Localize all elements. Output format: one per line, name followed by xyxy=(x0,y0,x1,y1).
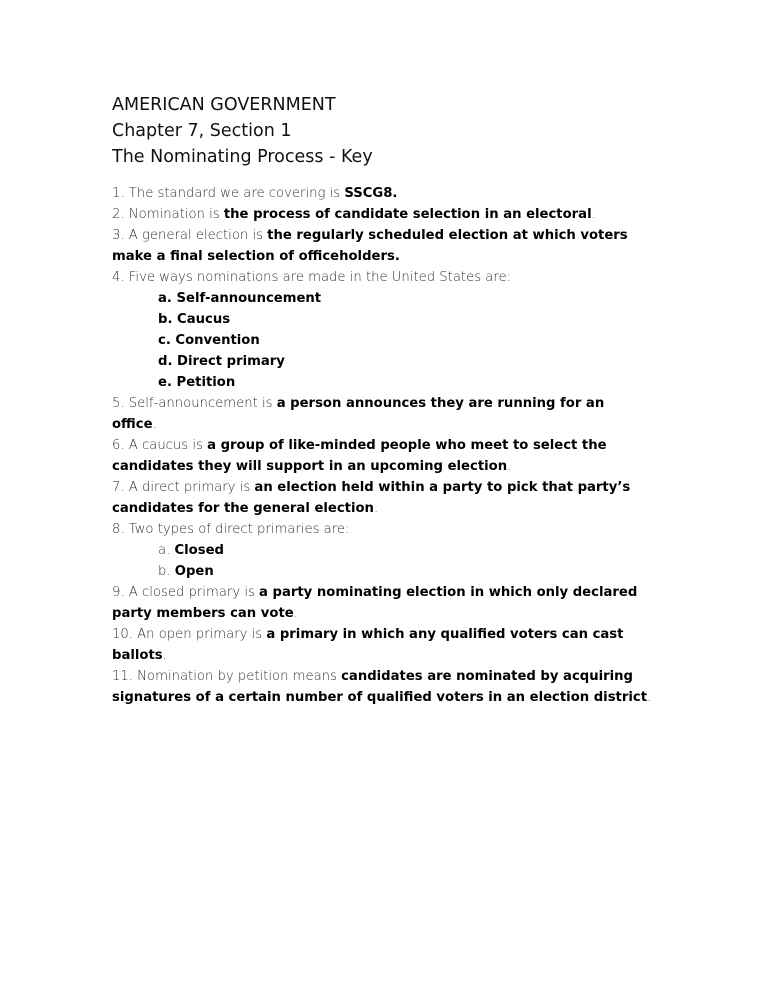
item-7-prompt: 7. A direct primary is xyxy=(112,480,255,495)
item-6-prompt: 6. A caucus is xyxy=(112,438,208,453)
item-8-option-b xyxy=(112,561,652,582)
chapter-section: Chapter 7, Section 1 xyxy=(112,121,292,141)
item-9-cont xyxy=(112,603,652,624)
item-2-answer: the process of candidate selection in an electoral xyxy=(223,207,592,222)
item-9-prompt: 9. A closed primary is xyxy=(112,585,260,600)
item-6-answer-part1: a group of like-minded people who meet to select the xyxy=(207,438,607,453)
item-9-answer-part2: party members can vote xyxy=(112,606,294,621)
item-5-answer-part2: office xyxy=(112,417,153,432)
item-3-answer-part1: the regularly scheduled election at which voters xyxy=(267,228,628,243)
worksheet-page xyxy=(112,92,652,708)
item-9 xyxy=(112,582,652,603)
item-9-period: . xyxy=(293,606,298,621)
item-8-option-a-letter: a. xyxy=(158,543,175,558)
item-8-option-a-answer: Closed xyxy=(174,543,224,558)
item-6 xyxy=(112,435,652,456)
item-10-answer-part2: ballots xyxy=(112,648,163,663)
item-10-prompt: 10. An open primary is xyxy=(112,627,267,642)
item-2-prompt: 2. Nomination is xyxy=(112,207,224,222)
item-8-option-b-answer: Open xyxy=(174,564,214,579)
item-10-answer-part1: a primary in which any qualified voters can cast xyxy=(266,627,624,642)
item-2 xyxy=(112,204,652,225)
item-11-cont xyxy=(112,687,652,708)
item-3-prompt: 3. A general election is xyxy=(112,228,268,243)
item-3-answer-part2: make a final selection of officeholders. xyxy=(112,249,400,264)
item-4-option-d: d. Direct primary xyxy=(158,354,285,369)
item-8-prompt: 8. Two types of direct primaries are: xyxy=(112,522,350,537)
item-8-option-b-letter: b. xyxy=(158,564,175,579)
item-7-cont xyxy=(112,498,652,519)
item-10-period: . xyxy=(162,648,167,663)
item-4-prompt: 4. Five ways nominations are made in the United States are: xyxy=(112,270,512,285)
worksheet-title: The Nominating Process - Key xyxy=(112,147,373,167)
item-4-option-b: b. Caucus xyxy=(158,312,231,327)
item-10 xyxy=(112,624,652,645)
course-title: AMERICAN GOVERNMENT xyxy=(112,95,336,115)
item-11-prompt: 11. Nomination by petition means xyxy=(112,669,342,684)
item-5 xyxy=(112,393,652,414)
item-11 xyxy=(112,666,652,687)
item-5-answer-part1: a person announces they are running for an xyxy=(276,396,605,411)
item-3 xyxy=(112,225,652,246)
item-6-answer-part2: candidates they will support in an upcoming election xyxy=(112,459,508,474)
item-1-answer: SSCG8. xyxy=(344,186,398,201)
item-7-answer-part2: candidates for the general election xyxy=(112,501,374,516)
item-11-answer-part2: signatures of a certain number of qualified voters in an election district xyxy=(112,690,648,705)
item-6-period: . xyxy=(507,459,512,474)
item-9-answer-part1: a party nominating election in which only declared xyxy=(259,585,638,600)
item-5-cont xyxy=(112,414,652,435)
item-11-answer-part1: candidates are nominated by acquiring xyxy=(341,669,633,684)
item-7-period: . xyxy=(373,501,379,516)
item-4 xyxy=(112,267,652,288)
item-4-option-a: a. Self-announcement xyxy=(158,291,322,306)
item-6-cont xyxy=(112,456,652,477)
item-8 xyxy=(112,519,652,540)
item-4-option-c: c. Convention xyxy=(158,333,260,348)
item-11-period: . xyxy=(647,690,652,705)
item-7-answer-part1: an election held within a party to pick that party’s xyxy=(254,480,631,495)
item-8-option-a xyxy=(112,540,652,561)
item-5-period: . xyxy=(152,417,157,432)
item-10-cont xyxy=(112,645,652,666)
item-2-period: . xyxy=(591,207,596,222)
item-4-option-e: e. Petition xyxy=(158,375,236,390)
item-1-prompt: 1. The standard we are covering is xyxy=(112,186,345,201)
item-5-prompt: 5. Self-announcement is xyxy=(112,396,277,411)
item-3-cont xyxy=(112,246,652,267)
item-7 xyxy=(112,477,652,498)
item-1 xyxy=(112,183,652,204)
